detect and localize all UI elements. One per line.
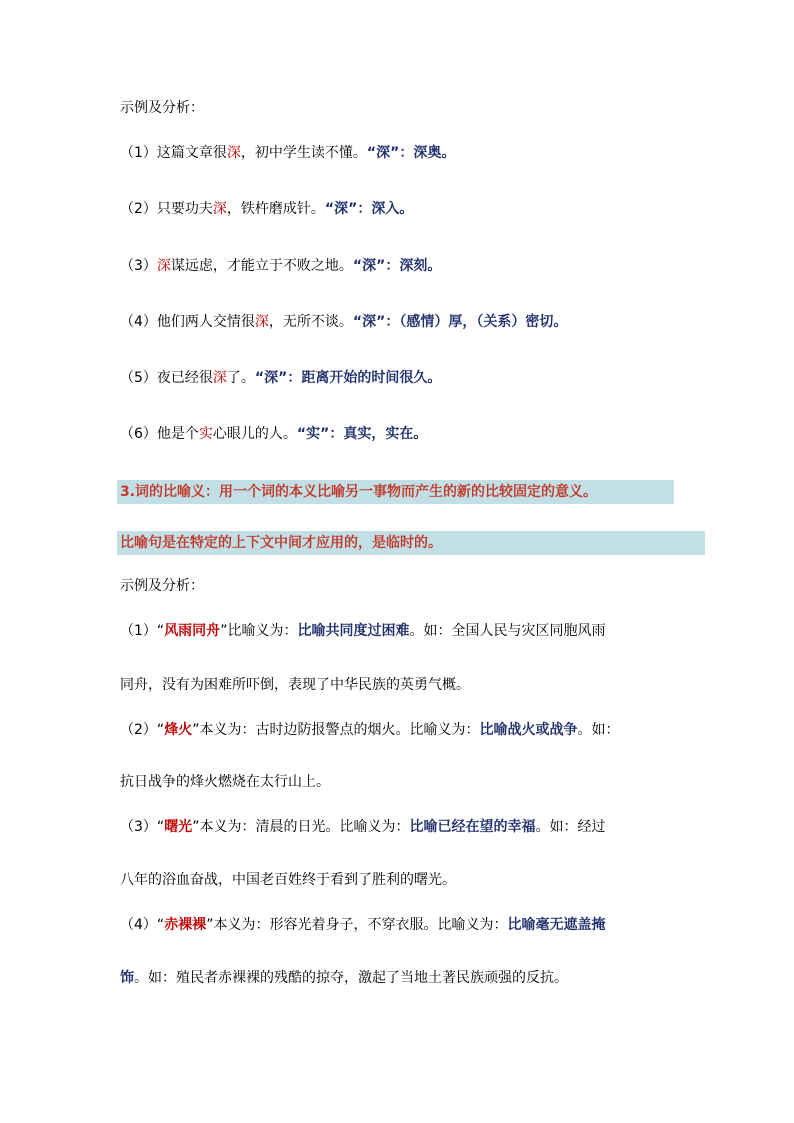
meaning-text: 比喻战火或战争 [479,722,578,738]
key-character: 深 [226,145,241,161]
colon: ： [385,258,400,274]
quote-mark: “ [156,623,165,639]
sentence-text: ，铁杵磨成针。 [226,201,325,217]
sentence-text: 夜已经很 [156,370,213,386]
key-character: 深 [212,370,227,386]
sentence-text: 。如：经过 [535,819,606,835]
colon: ： [399,145,414,161]
key-character: 实 [198,426,213,442]
example-item-3 [120,256,441,276]
metaphor-item-1-cont [120,675,470,695]
example-heading-2 [120,576,204,596]
metaphor-item-2 [120,720,619,740]
metaphor-item-4-cont [120,968,568,988]
highlight-note [117,531,705,555]
sentence-text: ，无所不谈。 [268,314,353,330]
label-text: 本义为：形容光着身子，不穿衣服。比喻义为： [213,917,508,933]
sentence-text: 同舟，没有为困难所吓倒，表现了中华民族的英勇气概。 [120,677,470,693]
key-character: 深 [156,258,171,274]
item-number: （4） [120,917,157,933]
highlight-definition [117,480,674,504]
sentence-text: 他是个 [156,426,199,442]
example-item-5 [120,368,441,388]
key-word: 曙光 [164,819,193,835]
example-item-1 [120,143,455,163]
item-number: （2） [120,722,157,738]
meaning-text: 比喻共同度过困难 [297,623,410,639]
key-word: 烽火 [164,722,193,738]
item-number: （1） [120,623,157,639]
metaphor-item-3-cont [120,870,456,890]
heading-text: 示例及分析： [120,578,204,594]
sentence-text: 这篇文章很 [156,145,227,161]
key-word: 赤裸裸 [164,917,207,933]
quote-mark: ” [206,917,214,933]
key-character: 深 [212,201,227,217]
quote-mark: ” [192,819,200,835]
quote-mark: ” [192,722,200,738]
sentence-text: 。如：全国人民与灾区同胞风雨 [409,623,606,639]
meaning-text: （感情）厚，（关系）密切。 [399,314,568,330]
quoted-character: “实” [296,426,330,442]
label-text: 本义为：清晨的日光。比喻义为： [199,819,410,835]
label-text: 本义为：古时边防报警点的烟火。比喻义为： [199,722,480,738]
meaning-text: 比喻已经在望的幸福 [409,819,536,835]
sentence-text: 只要功夫 [156,201,213,217]
example-heading [120,98,204,118]
meaning-text: 深奥。 [413,145,456,161]
metaphor-item-1 [120,621,605,641]
item-number: （3） [120,819,157,835]
metaphor-item-4 [120,915,605,935]
key-word: 风雨同舟 [164,623,221,639]
sentence-text: 。如：殖民者赤裸裸的残酷的掠夺，激起了当地土著民族顽强的反抗。 [134,970,568,986]
item-number: （2） [120,201,157,217]
quote-mark: “ [156,722,165,738]
sentence-text: 。如： [577,722,620,738]
meaning-text: 深刻。 [399,258,442,274]
example-item-6 [120,424,427,444]
sentence-text: 抗日战争的烽火燃烧在太行山上。 [120,774,330,790]
example-item-4 [120,312,567,332]
metaphor-item-2-cont [120,772,330,792]
definition-text: 3.词的比喻义：用一个词的本义比喻另一事物而产生的新的比较固定的意义。 [120,484,598,500]
colon: ： [385,314,400,330]
item-number: （3） [120,258,157,274]
label-text: 比喻义为： [227,623,298,639]
sentence-text: 心眼儿的人。 [212,426,297,442]
colon: ： [287,370,302,386]
quoted-character: “深” [254,370,288,386]
metaphor-item-3 [120,817,605,837]
colon: ： [329,426,344,442]
sentence-text: 八年的浴血奋战，中国老百姓终于看到了胜利的曙光。 [120,872,456,888]
meaning-text: 比喻毫无遮盖掩 [507,917,606,933]
meaning-text: 真实，实在。 [343,426,428,442]
quoted-character: “深” [366,145,400,161]
quote-mark: “ [156,819,165,835]
meaning-text: 饰 [120,970,134,986]
quoted-character: “深” [352,258,386,274]
quoted-character: “深” [352,314,386,330]
colon: ： [357,201,372,217]
key-character: 深 [254,314,269,330]
meaning-text: 深入。 [371,201,414,217]
example-item-2 [120,199,413,219]
quote-mark: ” [220,623,228,639]
meaning-text: 距离开始的时间很久。 [301,370,442,386]
sentence-text: 了。 [226,370,255,386]
heading-text: 示例及分析： [120,100,204,116]
sentence-text: ，初中学生读不懂。 [240,145,367,161]
item-number: （4） [120,314,157,330]
item-number: （5） [120,370,157,386]
quoted-character: “深” [324,201,358,217]
quote-mark: “ [156,917,165,933]
sentence-text: 谋远虑，才能立于不败之地。 [170,258,353,274]
note-text: 比喻句是在特定的上下文中间才应用的，是临时的。 [120,535,442,551]
item-number: （1） [120,145,157,161]
item-number: （6） [120,426,157,442]
sentence-text: 他们两人交情很 [156,314,255,330]
